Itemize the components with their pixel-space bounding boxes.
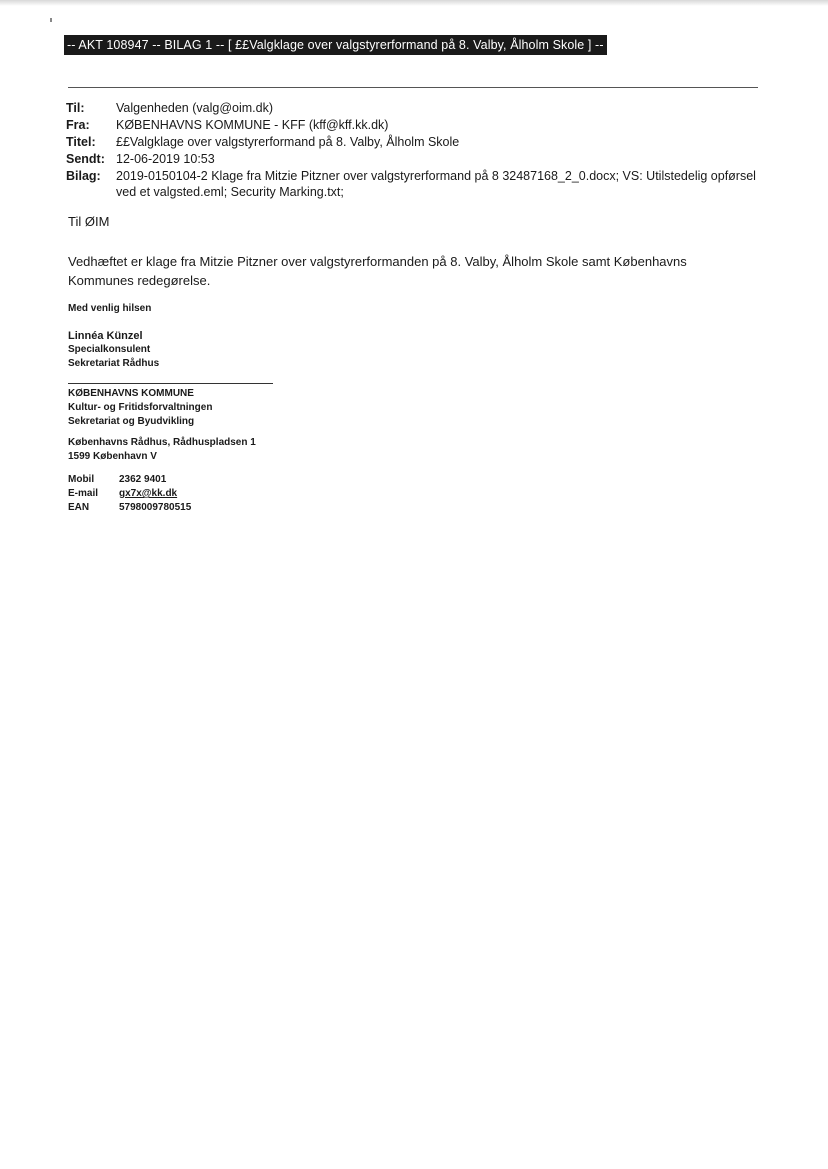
signature-role: Specialkonsulent — [68, 344, 151, 355]
scan-mark — [50, 18, 52, 22]
email-link[interactable]: gx7x@kk.dk — [119, 488, 178, 499]
org-name: KØBENHAVNS KOMMUNE — [68, 388, 194, 399]
ean-value: 5798009780515 — [119, 502, 192, 513]
sent-label: Sendt: — [66, 152, 105, 166]
org-subunit: Sekretariat og Byudvikling — [68, 416, 195, 427]
signature-organization — [68, 387, 212, 429]
signature-block — [68, 329, 159, 371]
ean-label: EAN — [68, 502, 90, 513]
attachments-value: 2019-0150104-2 Klage fra Mitzie Pitzner over valgstyrerformand på 8 32487168_2_0.docx; VS: Utilstedelig opførsel ved et valgsted.eml; Security Marking.txt; — [116, 169, 756, 199]
contact-row-mobile — [68, 473, 191, 487]
sent-value: 12-06-2019 10:53 — [116, 152, 215, 166]
header-row-sent — [66, 151, 766, 167]
contact-row-ean — [68, 501, 191, 515]
title-label: Titel: — [66, 135, 96, 149]
contact-row-email — [68, 487, 191, 501]
header-row-to — [66, 100, 766, 116]
contact-details — [68, 473, 191, 515]
message-body: Vedhæftet er klage fra Mitzie Pitzner over valgstyrerformanden på 8. Valby, Ålholm Skole samt Københavns Kommunes redegørelse. — [68, 254, 687, 288]
email-label: E-mail — [68, 488, 99, 499]
document-banner: -- AKT 108947 -- BILAG 1 -- [ ££Valgklage over valgstyrerformand på 8. Valby, Ålholm Skole ] -- — [64, 35, 607, 55]
scan-top-edge — [0, 0, 828, 6]
address-line-1: Københavns Rådhus, Rådhuspladsen 1 — [68, 437, 256, 448]
to-value: Valgenheden (valg@oim.dk) — [116, 101, 273, 115]
signature-address — [68, 436, 256, 464]
header-row-from — [66, 117, 766, 133]
signature-unit: Sekretariat Rådhus — [68, 358, 160, 369]
address-line-2: 1599 København V — [68, 451, 157, 462]
mobile-label: Mobil — [68, 474, 95, 485]
email-header — [66, 100, 766, 201]
title-value: ££Valgklage over valgstyrerformand på 8. Valby, Ålholm Skole — [116, 135, 460, 149]
header-row-attachments — [66, 168, 766, 200]
from-label: Fra: — [66, 118, 90, 132]
attachments-label: Bilag: — [66, 169, 101, 183]
signature-closing: Med venlig hilsen — [68, 303, 152, 314]
header-divider — [68, 87, 758, 88]
header-row-title — [66, 134, 766, 150]
greeting: Til ØIM — [68, 214, 110, 229]
org-department: Kultur- og Fritidsforvaltningen — [68, 402, 213, 413]
signature-divider — [68, 383, 273, 384]
to-label: Til: — [66, 101, 85, 115]
mobile-value: 2362 9401 — [119, 474, 167, 485]
from-value: KØBENHAVNS KOMMUNE - KFF (kff@kff.kk.dk) — [116, 118, 389, 132]
signature-name: Linnéa Künzel — [68, 330, 143, 342]
